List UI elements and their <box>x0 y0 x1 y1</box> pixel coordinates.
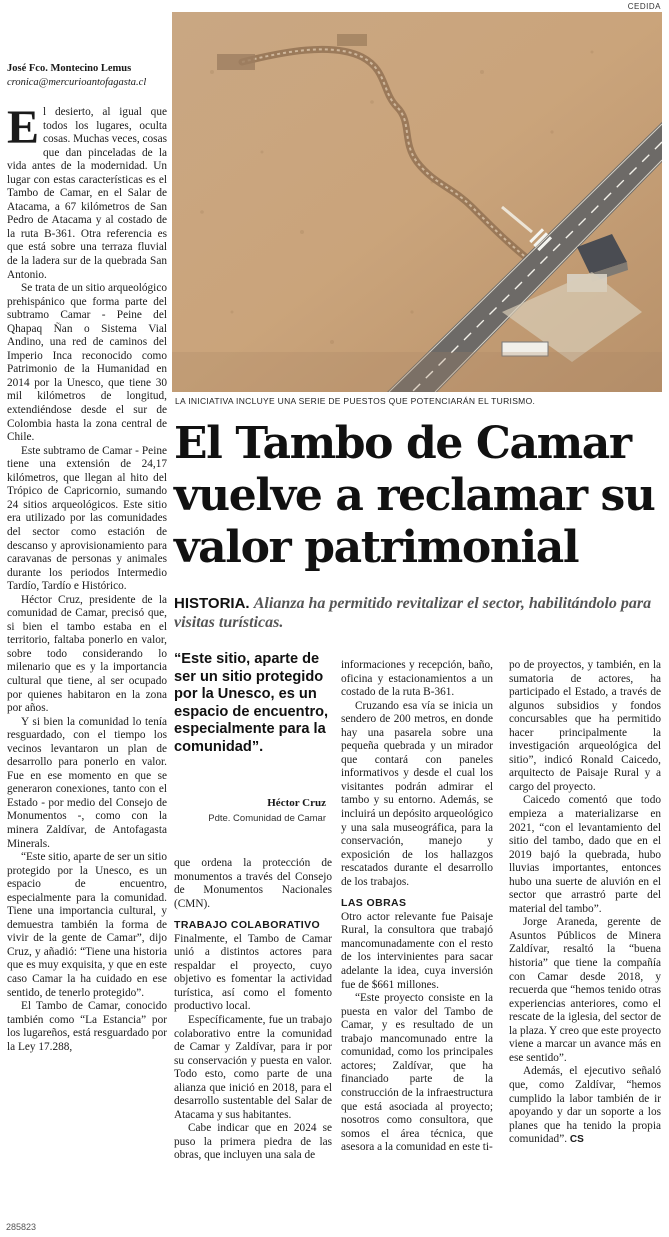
paragraph: “Este sitio, aparte de ser un sitio protegido por la Unesco, es un espacio de encuentro, especialmente para la comunidad. Tiene una importancia cultural, y demuestra también la forma de vivir de la gente de Camar”, dijo Cruz, y añadió: “Tiene una historia que es muy exquisita, y que en este caso Camar la ha cuidado en ese sentido, de tenerlo protegido”. <box>7 851 167 999</box>
paragraph: po de proyectos, y también, en la sumatoria de actores, ha participado el Estado, a través de algunos subsidios y fondos concursables que ha permitido hacer principalmente la investigación arqueológica del sitio”, indicó Ronald Caicedo, arquitecto de Paisaje Rural y a cargo del proyecto. <box>509 659 661 793</box>
section-heading: TRABAJO COLABORATIVO <box>174 919 321 932</box>
headline: El Tambo de Camar vuelve a reclamar su valor patrimonial <box>174 418 655 573</box>
paragraph <box>509 1065 661 1146</box>
photo-caption: LA INICIATIVA INCLUYE UNA SERIE DE PUESTOS QUE POTENCIARÁN EL TURISMO. <box>175 396 536 406</box>
author-name: José Fco. Montecino Lemus <box>7 63 132 74</box>
quote-role: Pdte. Comunidad de Camar <box>208 813 326 824</box>
paragraph: Otro actor relevante fue Paisaje Rural, la consultora que trabajó mancomunadamente con el resto de los intervinientes para sacar adelante la idea, cuya inversión fue de $661 millones. <box>341 910 493 991</box>
paragraph: Caicedo comentó que todo empieza a materializarse en 2021, “con el levantamiento del sitio del tambo, dado que en el 2019 bajó la quebrada, hubo lluvias importantes, entonces hubo una suerte de aluvión en el sector que arrastró parte del material del tambo”. <box>509 794 661 915</box>
pull-quote: “Este sitio, aparte de ser un sitio protegido por la Unesco, es un espacio de encuentro, especialmente para la comunidad”. <box>174 651 329 755</box>
author-email: cronica@mercurioantofagasta.cl <box>7 77 147 88</box>
page-id: 285823 <box>6 1222 37 1232</box>
subhead <box>174 594 664 632</box>
paragraph: “Este proyecto consiste en la puesta en valor del Tambo de Camar, y es resultado de un trabajo mancomunado entre la comunidad, como los principales actores; Zaldívar, que ha financiado parte de la construcción de la infraestructura que está asociada al proyecto; nosotros como consultora, que somos el área técnica, que asesora a la comunidad en este ti- <box>341 992 493 1154</box>
column-3 <box>341 659 493 1155</box>
final-text: Además, el ejecutivo señaló que, como Zaldívar, “hemos cumplido la labor también de ir apoyando y dar un soporte a los planes que ha tenido la propia comunidad”. <box>509 1065 661 1146</box>
photo-credit: CEDIDA <box>627 2 661 11</box>
column-left <box>7 101 167 1054</box>
paragraph: Héctor Cruz, presidente de la comunidad de Camar, precisó que, si bien el tambo estaba en el territorio, faltaba ponerlo en valor, sobre todo considerando lo milenario que es y la importancia cultural que tiene, al ser ocupado por quienes habitaron en la zona por años. <box>7 593 167 715</box>
paragraph: Este subtramo de Camar - Peine tiene una extensión de 24,17 kilómetros, que llegan al hito del Trópico de Capricornio, sumando 24 sitios arqueológicos. Este sitio era utilizado por las comunidades del sector como estación de descanso y aprovisionamiento para caravanas de personas y animales durante los periodos Intermedio Tardío, Tardío e Histórico. <box>7 444 167 593</box>
paragraph: Y si bien la comunidad lo tenía resguardado, con el tiempo los vecinos levantaron un plan de desarrollo para ponerlo en valor. Fue en ese momento en que se generaron conexiones, tanto con el Estado - por medio del Consejo de Monumentos -, como con la minera Zaldívar, de Antofagasta Minerals. <box>7 715 167 850</box>
column-4 <box>509 659 661 1147</box>
paragraph: Finalmente, el Tambo de Camar unió a distintos actores para respaldar el proyecto, cuyo objetivo es fomentar la actividad turística, así como el fomento productivo local. <box>174 932 332 1013</box>
aerial-photo-illustration <box>172 12 662 392</box>
byline <box>7 62 167 90</box>
kicker: HISTORIA. <box>174 595 250 612</box>
quote-author: Héctor Cruz <box>267 797 326 809</box>
pull-quote-attribution <box>174 796 326 826</box>
paragraph: Se trata de un sitio arqueológico prehispánico que forma parte del subtramo Camar - Peine del Qhapaq Ñan o Sistema Vial Andino, una red de caminos del Imperio Inca reconocido como Patrimonio de la Humanidad en 2014 por la Unesco, que tiene 30 mil kilómetros de longitud, extendiéndose desde el sur de Colombia hasta la zona central de Chile. <box>7 282 167 444</box>
end-mark: CS <box>569 1134 584 1146</box>
drop-cap: E <box>7 101 40 154</box>
aerial-photo <box>172 12 662 392</box>
paragraph: El Tambo de Camar, conocido también como “La Estancia” por los lugareños, está resguardado por la Ley 17.288, <box>7 1000 167 1053</box>
lead-text: l desierto, al igual que todos los lugares, oculta cosas. Muchas veces, cosas que dan pinceladas de la vida antes de la modernidad. Un lugar con estas características es el Tambo de Camar, en el Salar de Atacama, a 67 kilómetros de San Pedro de Atacama y al costado de la ruta B-361. Otra referencia es que está sobre una terraza fluvial de la ladera sur de la quebrada San Antonio. <box>7 106 167 281</box>
column-2 <box>174 857 332 1163</box>
deck: Alianza ha permitido revitalizar el sector, habilitándolo para visitas turísticas. <box>174 595 652 631</box>
paragraph: Cruzando esa vía se inicia un sendero de 200 metros, en donde hay una pasarela sobre una pequeña quebrada y un mirador que contará con paneles informativos y desde el cual los visitantes podrán admirar el tambo y su entorno. Además, se incluirá un depósito arqueológico y una sala museográfica, para la conservación, manejo y exposición de los hallazgos rescatados durante el desarrollo de los trabajos. <box>341 699 493 888</box>
paragraph: informaciones y recepción, baño, oficina y estacionamientos a un costado de la ruta B-361. <box>341 659 493 699</box>
lead-paragraph <box>7 101 167 282</box>
paragraph: Jorge Araneda, gerente de Asuntos Públicos de Minera Zaldívar, resaltó la “buena historia” que tiene la compañía con Camar desde 2018, y recuerda que “hemos tenido otras experiencias anteriores, como el rescate de la iglesia, del sector de la plaza. Y creo que este proyecto viene a marcar un avance más en ese sentido”. <box>509 916 661 1064</box>
section-heading: LAS OBRAS <box>341 897 407 910</box>
paragraph: Específicamente, fue un trabajo colaborativo entre la comunidad de Camar y Zaldívar, para ir por su conservación y puesta en valor. Todo esto, como parte de una alianza que inició en 2018, para el desarrollo sustentable del Salar de Atacama y sus habitantes. <box>174 1014 332 1121</box>
paragraph: que ordena la protección de monumentos a través del Consejo de Monumentos Nacionales (CMN). <box>174 857 332 910</box>
paragraph: Cabe indicar que en 2024 se puso la primera piedra de las obras, que incluyen una sala de <box>174 1122 332 1162</box>
